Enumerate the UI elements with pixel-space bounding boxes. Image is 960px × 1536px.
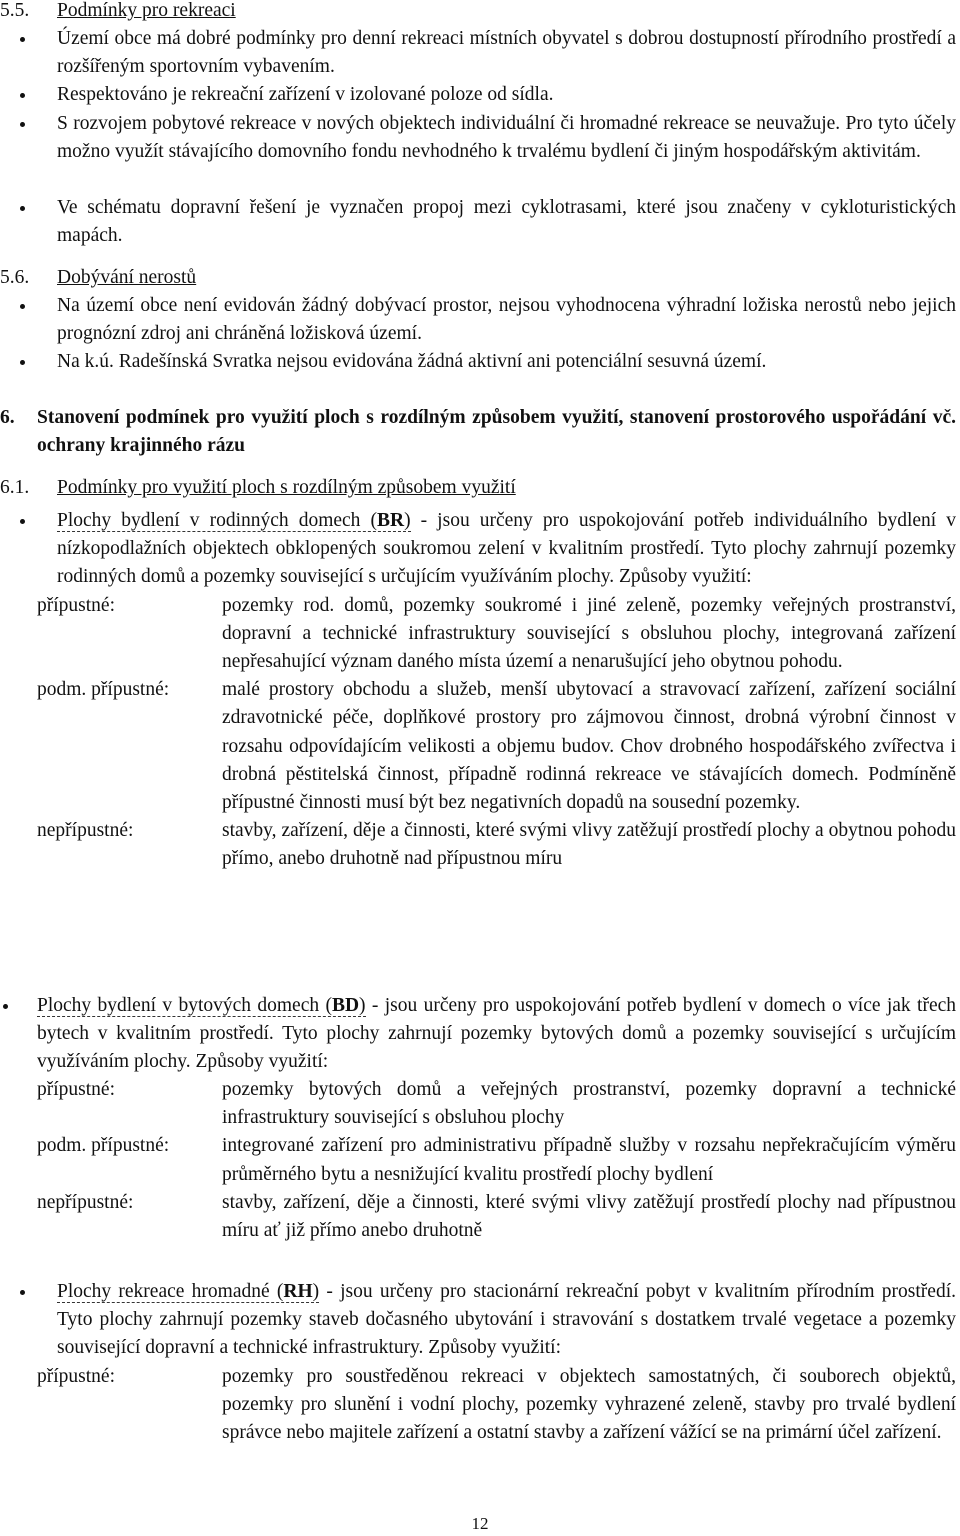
usage-text: pozemky bytových domů a veřejných prostranství, pozemky dopravní a technické infrastruktury související s obsluhou plochy bbox=[222, 1079, 956, 1129]
usage-row bbox=[0, 1132, 960, 1188]
bullet-list bbox=[0, 81, 960, 109]
usage-row bbox=[0, 1363, 960, 1448]
list-item: Na území obce není evidován žádný dobývací prostor, nejsou vyhodnocena výhradní ložiska nerostů nebo jejich prognózní zdroj ani chráněná ložisková území. bbox=[0, 292, 960, 348]
page-number: 12 bbox=[471, 1514, 489, 1533]
section-title: Podmínky pro rekreaci bbox=[57, 0, 236, 21]
usage-text: stavby, zařízení, děje a činnosti, které svými vlivy zatěžují prostředí plochy nad přípustnou míru ať již přímo anebo druhotně bbox=[222, 1191, 956, 1242]
section-title: Podmínky pro využití ploch s rozdílným způsobem využití bbox=[57, 477, 516, 498]
land-use-name[interactable] bbox=[57, 510, 411, 532]
land-use-item bbox=[0, 1278, 960, 1363]
usage-row bbox=[0, 817, 960, 873]
list-item: Na k.ú. Radešínská Svratka nejsou evidována žádná aktivní ani potenciální sesuvná území. bbox=[0, 348, 960, 376]
usage-text: pozemky rod. domů, pozemky soukromé i jiné zeleně, pozemky veřejných prostranství, dopravní a technické infrastruktury související s obsluhou plochy, integrovaná zařízení nepřesahující význam daného místa území a nenarušující jeho obytnou pohodu. bbox=[222, 594, 956, 673]
usage-label: podm. přípustné: bbox=[37, 679, 170, 701]
usage-row bbox=[0, 592, 960, 677]
land-use-name-text: Plochy bydlení v rodinných domech ( bbox=[57, 510, 377, 531]
land-use-description: - jsou určeny pro stacionární rekreační pobyt v kvalitním přírodním prostředí. Tyto plochy zahrnují pozemky staveb dočasného ubytování i stravování s dostatkem trvalé vegetace a pozemky související dopravní a technické infrastruktury. Způsoby využití: bbox=[57, 1281, 956, 1359]
list-item: Respektováno je rekreační zařízení v izolované poloze od sídla. bbox=[0, 81, 960, 109]
section-number: 5.6. bbox=[0, 267, 30, 288]
land-use-name[interactable] bbox=[37, 995, 366, 1017]
section-number: 6.1. bbox=[0, 477, 30, 498]
bullet-list bbox=[0, 110, 960, 166]
land-use-description: - jsou určeny pro uspokojování potřeb individuálního bydlení v nízkopodlažních objektech obklopených soukromou zelení v kvalitním prostředí. Tyto plochy zahrnují pozemky rodinných domů a pozemky související s určujícím využíváním plochy. Způsoby využití: bbox=[57, 510, 956, 588]
land-use-code: BR bbox=[376, 510, 405, 531]
usage-text: pozemky pro soustředěnou rekreaci v objektech samostatných, či souborech objektů, pozemky pro slunění i vodní plochy, pozemky vyhrazené zeleně, stavby pro trvalé bydlení správce nebo majitele zařízení a ostatní stavby a zařízení vážící se na primární účel zařízení. bbox=[222, 1365, 956, 1444]
land-use-code: RH bbox=[283, 1281, 313, 1302]
land-use-bd-uses bbox=[0, 1076, 960, 1245]
bullet-list bbox=[0, 348, 960, 376]
land-use-name-text: Plochy bydlení v bytových domech ( bbox=[37, 995, 332, 1016]
chapter-number: 6. bbox=[0, 407, 15, 428]
land-use-bd bbox=[0, 992, 960, 1077]
list-item: Ve schématu dopravní řešení je vyznačen propoj mezi cyklotrasami, které jsou značeny v cykloturistických mapách. bbox=[0, 194, 960, 250]
usage-label: podm. přípustné: bbox=[37, 1135, 170, 1157]
chapter-title: Stanovení podmínek pro využití ploch s rozdílným způsobem využití, stanovení prostorového uspořádání vč. ochrany krajinného rázu bbox=[37, 407, 956, 457]
usage-label: nepřípustné: bbox=[37, 1191, 134, 1213]
bullet-list bbox=[0, 292, 960, 348]
land-use-close: ) bbox=[312, 1281, 320, 1302]
usage-label: přípustné: bbox=[37, 1365, 115, 1387]
chapter-6 bbox=[0, 404, 960, 460]
land-use-code: BD bbox=[331, 995, 360, 1016]
section-title: Dobývání nerostů bbox=[57, 267, 197, 288]
land-use-name-text: Plochy rekreace hromadné ( bbox=[57, 1281, 284, 1302]
usage-label: nepřípustné: bbox=[37, 820, 134, 842]
land-use-br bbox=[0, 507, 960, 874]
chapter-heading bbox=[0, 404, 960, 460]
section-heading bbox=[0, 264, 960, 292]
usage-row bbox=[0, 1189, 960, 1245]
bullet-list bbox=[0, 25, 960, 81]
list-item: S rozvojem pobytové rekreace v nových objektech individuální či hromadné rekreace se neuvažuje. Pro tyto účely možno využít stávajícího domovního fondu nevhodného k trvalému bydlení či jiným hospodářským aktivitám. bbox=[0, 110, 960, 166]
section-5-6 bbox=[0, 264, 960, 292]
land-use-rh bbox=[0, 1278, 960, 1447]
section-number: 5.5. bbox=[0, 0, 30, 21]
land-use-close: ) bbox=[359, 995, 366, 1016]
land-use-close: ) bbox=[404, 510, 411, 531]
land-use-description: - jsou určeny pro uspokojování potřeb bydlení v domech o více jak třech bytech v kvalitním prostředí. Tyto plochy zahrnují pozemky bytových domů a pozemky související s určujícím využíváním plochy. Způsoby využití: bbox=[37, 995, 957, 1073]
usage-text: malé prostory obchodu a služeb, menší ubytovací a stravovací zařízení, zařízení sociální zdravotnické péče, doplňkové prostory pro zájmovou činnost, drobná výrobní činnost v rozsahu odpovídajícím velikosti a objemu budov. Chov drobného hospodářského zvířectva i drobná pěstitelská činnost, případně rodinná rekreace ve stávajících domech. Podmíněně přípustné činnosti musí být bez negativních dopadů na sousední pozemky. bbox=[222, 679, 956, 814]
land-use-item bbox=[0, 507, 960, 592]
section-5-5 bbox=[0, 0, 960, 25]
usage-row bbox=[0, 676, 960, 817]
list-item: Území obce má dobré podmínky pro denní rekreaci místních obyvatel s dobrou dostupností přírodního prostředí a rozšířeným sportovním vybavením. bbox=[0, 25, 960, 81]
usage-label: přípustné: bbox=[37, 1079, 115, 1100]
bullet-list bbox=[0, 194, 960, 250]
section-heading bbox=[0, 474, 960, 502]
usage-row bbox=[0, 1076, 960, 1132]
section-heading bbox=[0, 0, 960, 25]
usage-text: integrované zařízení pro administrativu případně služby v rozsahu nepřekračujícím výměru průměrného bytu a nesnižující kvalitu prostředí plochy bydlení bbox=[222, 1135, 956, 1185]
usage-label: přípustné: bbox=[37, 594, 115, 616]
land-use-name[interactable] bbox=[57, 1281, 319, 1303]
usage-text: stavby, zařízení, děje a činnosti, které svými vlivy zatěžují prostředí plochy a obytnou pohodu přímo, anebo druhotně nad přípustnou míru bbox=[222, 820, 956, 870]
section-6-1 bbox=[0, 474, 960, 502]
land-use-item bbox=[0, 992, 960, 1077]
